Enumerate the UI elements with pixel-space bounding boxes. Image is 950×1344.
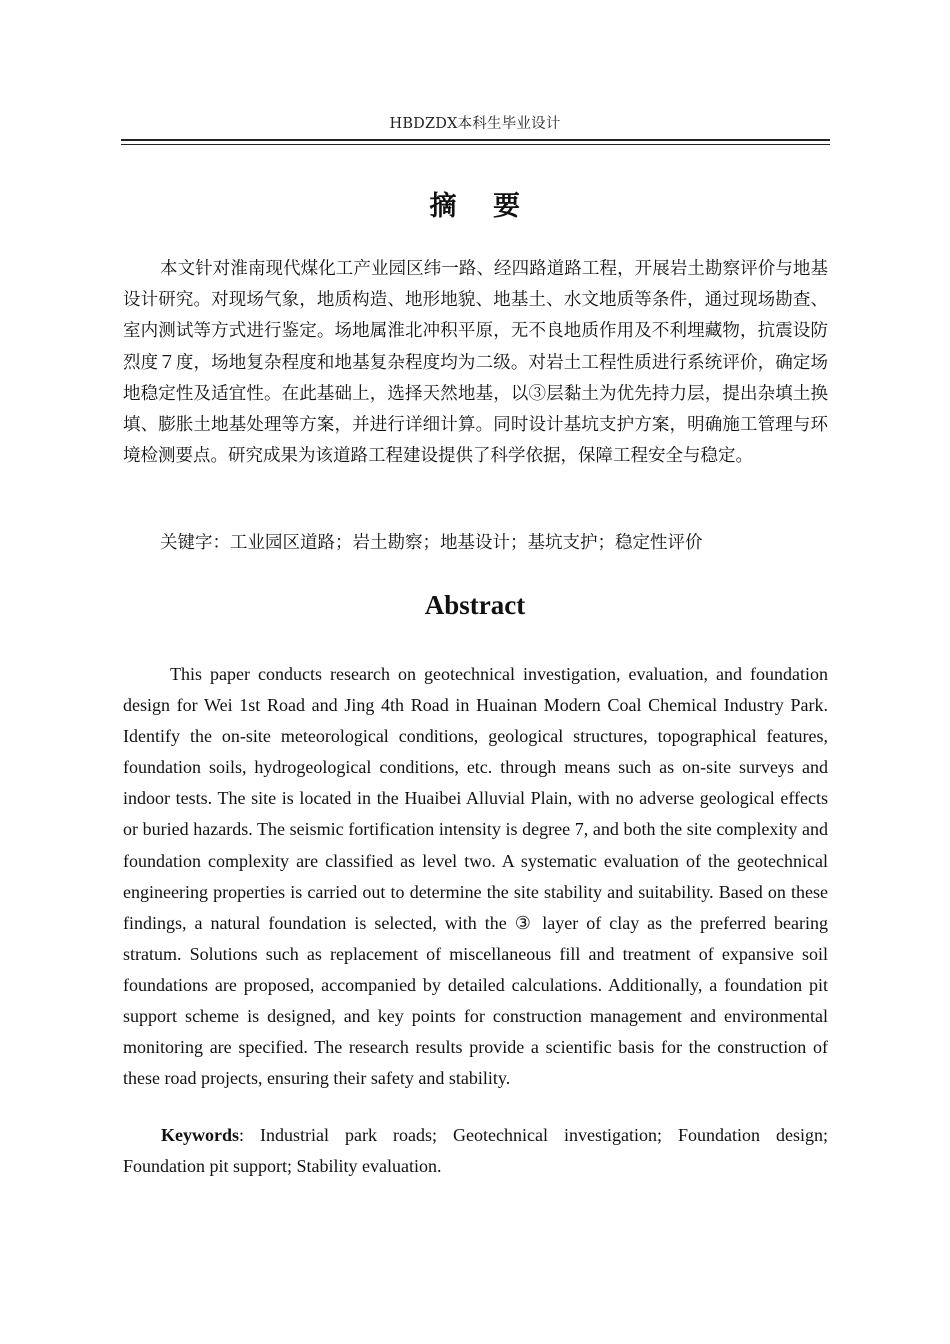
chinese-abstract-title xyxy=(0,184,950,223)
chinese-abstract-body: 本文针对淮南现代煤化工产业园区纬一路、经四路道路工程，开展岩土勘察评价与地基设计研究。对现场气象，地质构造、地形地貌、地基土、水文地质等条件，通过现场勘查、室内测试等方式进行鉴定。场地属淮北冲积平原，无不良地质作用及不利埋藏物，抗震设防烈度７度，场地复杂程度和地基复杂程度均为二级。对岩土工程性质进行系统评价，确定场地稳定性及适宜性。在此基础上，选择天然地基，以③层黏土为优先持力层，提出杂填土换填、膨胀土地基处理等方案，并进行详细计算。同时设计基坑支护方案，明确施工管理与环境检测要点。研究成果为该道路工程建设提供了科学依据，保障工程安全与稳定。 xyxy=(123,259,828,467)
english-keywords-text: : Industrial park roads; Geotechnical investigation; Foundation design; Foundation pit support; Stability evaluation. xyxy=(123,1125,828,1176)
english-abstract-title: Abstract xyxy=(424,590,526,620)
english-keywords-label: Keywords xyxy=(161,1125,239,1145)
english-keywords xyxy=(123,1120,828,1182)
chinese-title-part2: 要 xyxy=(493,191,521,222)
chinese-keywords: 关键字：工业园区道路；岩土勘察；地基设计；基坑支护；稳定性评价 xyxy=(160,533,703,553)
page-header: HBDZDX本科生毕业设计 xyxy=(389,116,561,132)
chinese-title-part1: 摘 xyxy=(429,191,457,222)
header-rule-thick xyxy=(121,139,830,141)
english-abstract-body: This paper conducts research on geotechnical investigation, evaluation, and foundation design for Wei 1st Road and Jing 4th Road in Huainan Modern Coal Chemical Industry Park. Identify the on-site meteorological conditions, geological structures, topographical features, foundation soils, hydrogeological conditions, etc. through means such as on-site surveys and indoor tests. The site is located in the Huaibei Alluvial Plain, with no adverse geological effects or buried hazards. The seismic fortification intensity is degree 7, and both the site complexity and foundation complexity are classified as level two. A systematic evaluation of the geotechnical engineering properties is carried out to determine the site stability and suitability. Based on these findings, a natural foundation is selected, with the ③ layer of clay as the preferred bearing stratum. Solutions such as replacement of miscellaneous fill and treatment of expansive soil foundations are proposed, accompanied by detailed calculations. Additionally, a foundation pit support scheme is designed, and key points for construction management and environmental monitoring are specified. The research results provide a scientific basis for the construction of these road projects, ensuring their safety and stability. xyxy=(123,664,828,1089)
header-rule-thin xyxy=(121,144,830,145)
